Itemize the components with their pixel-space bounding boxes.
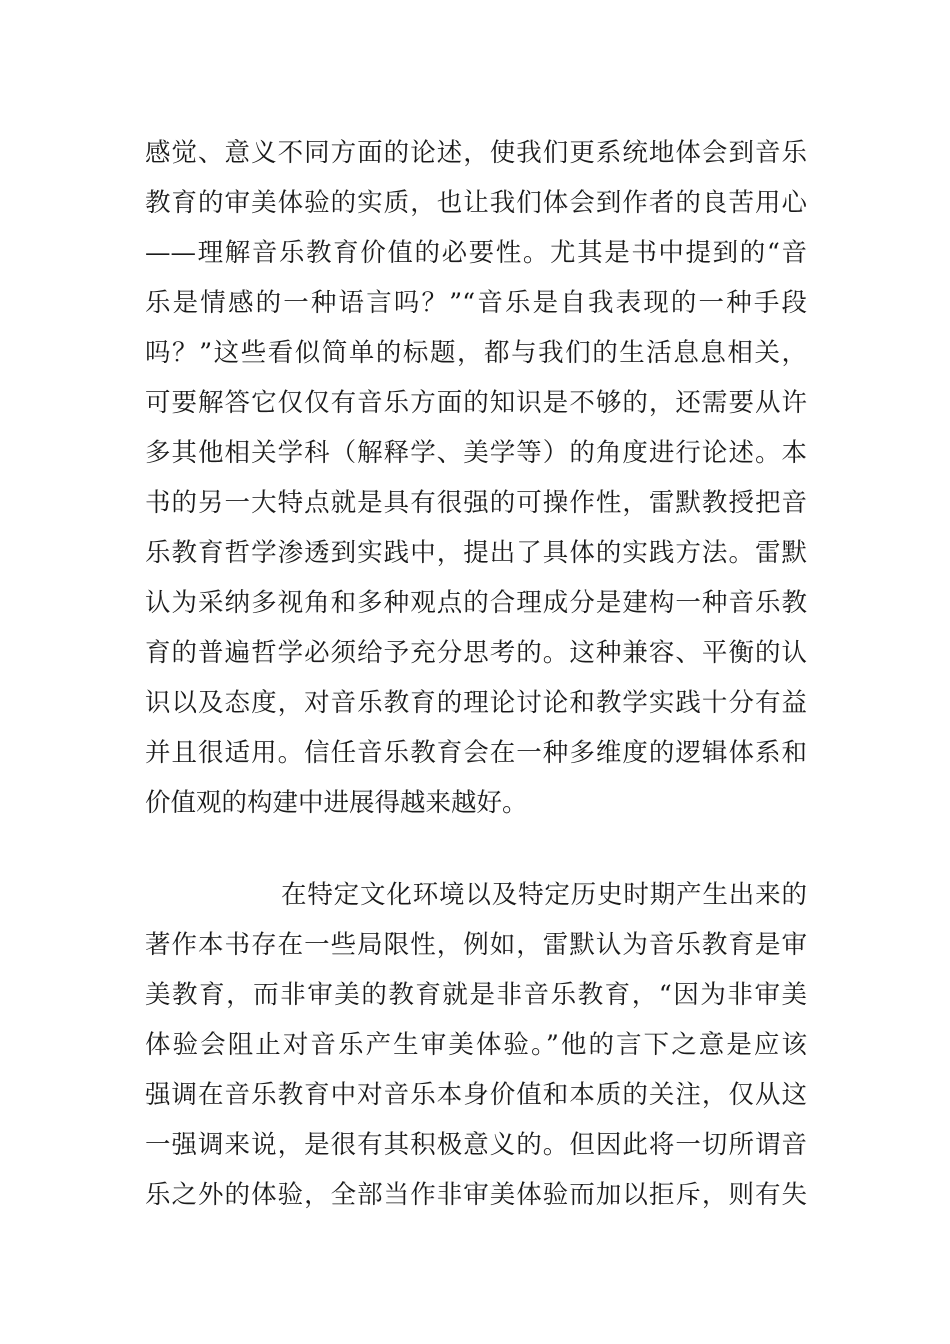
paragraph-2 [145, 870, 807, 1220]
text-line: ——理解音乐教育价值的必要性。尤其是书中提到的“音 [145, 238, 807, 268]
text-line: 识以及态度，对音乐教育的理论讨论和教学实践十分有益 [145, 688, 807, 718]
text-line: 吗？”这些看似简单的标题，都与我们的生活息息相关， [145, 338, 807, 368]
text-line: 可要解答它仅仅有音乐方面的知识是不够的，还需要从许 [145, 388, 807, 418]
text-line: 价值观的构建中进展得越来越好。 [145, 788, 528, 818]
text-line: 乐之外的体验，全部当作非审美体验而加以拒斥，则有失 [145, 1180, 807, 1210]
text-line: 认为采纳多视角和多种观点的合理成分是建构一种音乐教 [145, 588, 807, 618]
text-line: 美教育，而非审美的教育就是非音乐教育，“因为非审美 [145, 980, 807, 1010]
text-line: 乐是情感的一种语言吗？”“音乐是自我表现的一种手段 [145, 288, 807, 318]
text-line: 感觉、意义不同方面的论述，使我们更系统地体会到音乐 [145, 138, 807, 168]
text-line: 教育的审美体验的实质，也让我们体会到作者的良苦用心 [145, 188, 807, 218]
text-line: 乐教育哲学渗透到实践中，提出了具体的实践方法。雷默 [145, 538, 807, 568]
text-line: 著作本书存在一些局限性，例如，雷默认为音乐教育是审 [145, 930, 807, 960]
text-line: 育的普遍哲学必须给予充分思考的。这种兼容、平衡的认 [145, 638, 807, 668]
text-line: 一强调来说，是很有其积极意义的。但因此将一切所谓音 [145, 1130, 807, 1160]
text-line: 多其他相关学科（解释学、美学等）的角度进行论述。本 [145, 438, 807, 468]
text-line: 强调在音乐教育中对音乐本身价值和本质的关注，仅从这 [145, 1080, 807, 1110]
text-line: 书的另一大特点就是具有很强的可操作性，雷默教授把音 [145, 488, 807, 518]
text-line: 并且很适用。信任音乐教育会在一种多维度的逻辑体系和 [145, 738, 807, 768]
text-line: 在特定文化环境以及特定历史时期产生出来的 [281, 880, 807, 910]
text-line: 体验会阻止对音乐产生审美体验。”他的言下之意是应该 [145, 1030, 807, 1060]
paragraph-1 [145, 128, 807, 828]
